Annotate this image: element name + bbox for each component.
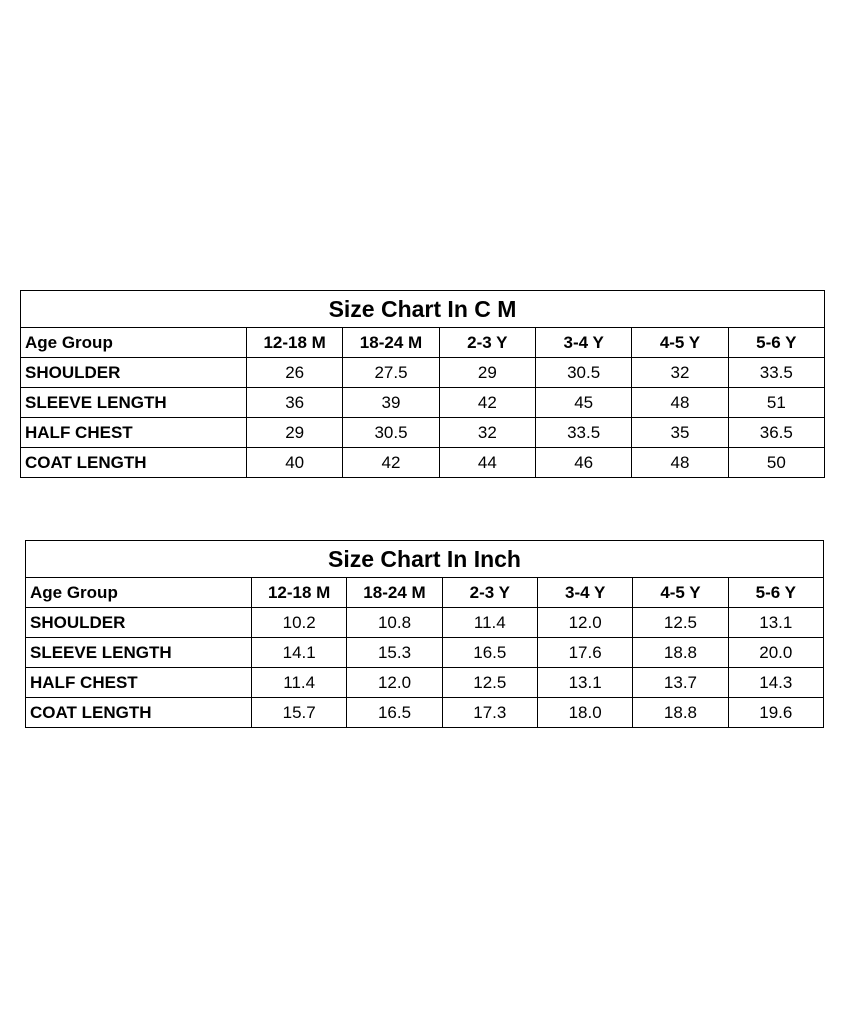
table-cell: 14.3 [728, 668, 823, 698]
table-cell: 11.4 [252, 668, 347, 698]
table-cell: 12.5 [633, 608, 728, 638]
table-cell: 10.8 [347, 608, 442, 638]
table-row [26, 698, 824, 728]
table-cell: 29 [247, 418, 343, 448]
age-group-header: Age Group [26, 578, 252, 608]
column-header: 2-3 Y [442, 578, 537, 608]
table-title: Size Chart In Inch [26, 541, 824, 578]
table-cell: 12.0 [347, 668, 442, 698]
table-cell: 30.5 [343, 418, 439, 448]
column-header: 4-5 Y [633, 578, 728, 608]
table-cell: 33.5 [535, 418, 631, 448]
table-cell: 36.5 [728, 418, 824, 448]
column-header: 18-24 M [343, 328, 439, 358]
table-title-row [21, 291, 825, 328]
table-cell: 35 [632, 418, 728, 448]
table-cell: 18.0 [537, 698, 632, 728]
table-cell: 13.1 [728, 608, 823, 638]
table-row [26, 608, 824, 638]
table-cell: 16.5 [347, 698, 442, 728]
table-header-row [26, 578, 824, 608]
row-label: SLEEVE LENGTH [26, 638, 252, 668]
table-cell: 44 [439, 448, 535, 478]
table-cell: 32 [632, 358, 728, 388]
column-header: 12-18 M [252, 578, 347, 608]
column-header: 3-4 Y [537, 578, 632, 608]
table-title-row [26, 541, 824, 578]
column-header: 5-6 Y [728, 578, 823, 608]
table-cell: 13.7 [633, 668, 728, 698]
table-cell: 32 [439, 418, 535, 448]
row-label: COAT LENGTH [26, 698, 252, 728]
column-header: 3-4 Y [535, 328, 631, 358]
column-header: 2-3 Y [439, 328, 535, 358]
table-cell: 29 [439, 358, 535, 388]
table-cell: 48 [632, 448, 728, 478]
table-cell: 42 [343, 448, 439, 478]
table-cell: 14.1 [252, 638, 347, 668]
table-cell: 11.4 [442, 608, 537, 638]
row-label: HALF CHEST [21, 418, 247, 448]
row-label: SHOULDER [26, 608, 252, 638]
row-label: HALF CHEST [26, 668, 252, 698]
table-header-row [21, 328, 825, 358]
table-cell: 51 [728, 388, 824, 418]
table-row [26, 638, 824, 668]
table-cell: 18.8 [633, 698, 728, 728]
table-cell: 18.8 [633, 638, 728, 668]
table-row [21, 448, 825, 478]
table-cell: 46 [535, 448, 631, 478]
row-label: COAT LENGTH [21, 448, 247, 478]
table-title: Size Chart In C M [21, 291, 825, 328]
column-header: 4-5 Y [632, 328, 728, 358]
size-chart-cm-table [20, 290, 825, 478]
table-row [21, 358, 825, 388]
table-cell: 15.7 [252, 698, 347, 728]
table-cell: 12.5 [442, 668, 537, 698]
column-header: 12-18 M [247, 328, 343, 358]
column-header: 5-6 Y [728, 328, 824, 358]
table-cell: 17.6 [537, 638, 632, 668]
table-cell: 12.0 [537, 608, 632, 638]
table-cell: 45 [535, 388, 631, 418]
row-label: SHOULDER [21, 358, 247, 388]
row-label: SLEEVE LENGTH [21, 388, 247, 418]
table-row [26, 668, 824, 698]
table-cell: 13.1 [537, 668, 632, 698]
table-cell: 48 [632, 388, 728, 418]
table-cell: 42 [439, 388, 535, 418]
table-cell: 33.5 [728, 358, 824, 388]
age-group-header: Age Group [21, 328, 247, 358]
table-cell: 36 [247, 388, 343, 418]
table-row [21, 418, 825, 448]
table-cell: 50 [728, 448, 824, 478]
column-header: 18-24 M [347, 578, 442, 608]
table-cell: 19.6 [728, 698, 823, 728]
size-chart-inch-table [25, 540, 824, 728]
table-cell: 27.5 [343, 358, 439, 388]
table-cell: 16.5 [442, 638, 537, 668]
table-cell: 20.0 [728, 638, 823, 668]
table-cell: 15.3 [347, 638, 442, 668]
table-cell: 26 [247, 358, 343, 388]
table-cell: 17.3 [442, 698, 537, 728]
table-cell: 39 [343, 388, 439, 418]
table-row [21, 388, 825, 418]
table-cell: 30.5 [535, 358, 631, 388]
table-cell: 10.2 [252, 608, 347, 638]
table-cell: 40 [247, 448, 343, 478]
